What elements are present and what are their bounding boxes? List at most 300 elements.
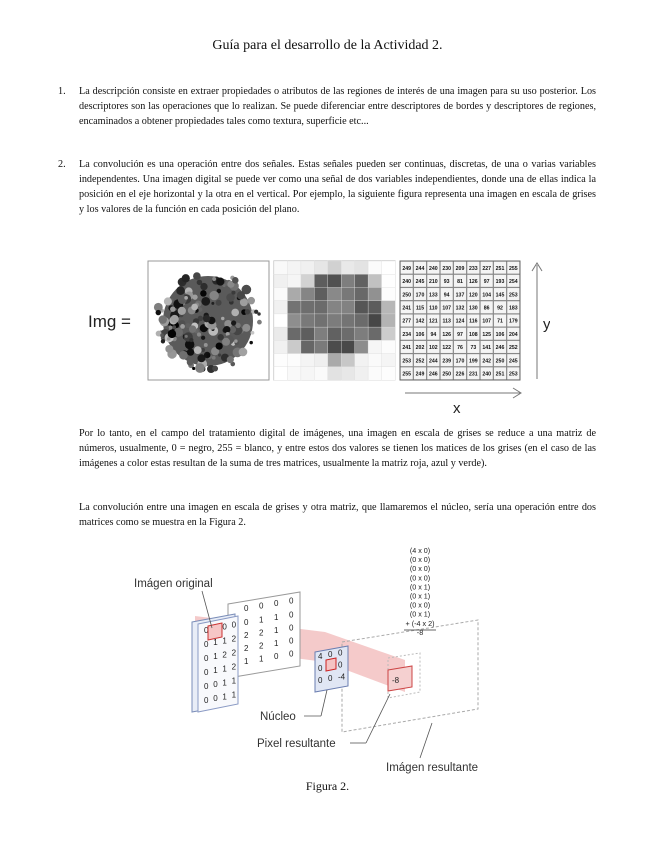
matrix-value: 204 — [509, 331, 518, 338]
page-title: Guía para el desarrollo de la Actividad 2. — [212, 38, 443, 53]
grid-value: 1 — [222, 678, 227, 688]
matrix-value: 142 — [415, 318, 425, 325]
matrix-value: 240 — [429, 265, 438, 272]
kernel-value: 0 — [318, 664, 323, 673]
blob-texture-dot — [187, 349, 194, 356]
blob-texture-dot — [200, 290, 206, 296]
grid-value: 2 — [259, 641, 264, 651]
calculation-column — [406, 546, 435, 637]
grid-value: 1 — [244, 657, 249, 666]
pixel-cell — [355, 261, 369, 275]
calc-line: (0 x 0) — [409, 573, 431, 583]
pixel-cell — [341, 340, 355, 354]
matrix-value: 253 — [509, 292, 518, 299]
blob-texture-dot — [239, 348, 248, 357]
paragraph-text: Por lo tanto, en el campo del tratamiento digital de imágenes, una imagen en escala de grises se reduce a una matriz de números, usualmente, 0 = negro, 255 = blanco, y entre estos dos valores se tienen los matices de los grises (en el caso de las imágenes a color estas resultan de la suma de tres matrices, usualmente la matriz roja, azul y verde). — [79, 428, 596, 469]
matrix-value: 106 — [495, 331, 505, 338]
grid-value: 0 — [244, 618, 249, 627]
matrix-value: 86 — [483, 305, 490, 312]
matrix-value: 254 — [509, 279, 518, 286]
matrix-value: 241 — [402, 345, 411, 352]
calc-line: (0 x 0) — [409, 564, 431, 574]
pixel-cell — [341, 287, 355, 301]
blob-texture-dot — [216, 300, 222, 306]
blob-texture-dot — [178, 307, 186, 315]
blob-texture-dot — [192, 294, 197, 299]
pixel-cell — [314, 274, 328, 288]
pixel-cell — [382, 367, 396, 381]
kernel-matrix — [315, 646, 348, 692]
calc-line: (0 x 1) — [409, 591, 431, 601]
blob-texture-dot — [242, 324, 250, 332]
calc-line: (0 x 0) — [409, 555, 431, 565]
pixel-cell — [301, 314, 315, 328]
matrix-value: 108 — [469, 331, 478, 338]
blob-texture-dot — [257, 320, 262, 325]
matrix-value: 246 — [495, 345, 505, 352]
pixel-cell — [328, 354, 342, 368]
blob-texture-dot — [209, 291, 218, 300]
blob-texture-dot — [240, 298, 248, 306]
matrix-value: 255 — [509, 265, 518, 272]
blob-texture-dot — [216, 342, 223, 349]
list-number: 1. — [58, 86, 66, 97]
grid-value: 1 — [222, 664, 227, 674]
matrix-value: 130 — [469, 305, 478, 312]
blob-texture-dot — [235, 323, 240, 328]
matrix-value: 170 — [455, 358, 465, 365]
matrix-value: 71 — [497, 318, 503, 325]
matrix-value: 241 — [402, 305, 411, 312]
blob-texture-dot — [212, 277, 216, 281]
pixel-cell — [382, 261, 396, 275]
matrix-value: 245 — [509, 358, 518, 365]
label-original-image: Imágen original — [134, 578, 213, 590]
matrix-value: 240 — [482, 371, 491, 378]
pixel-cell — [368, 301, 382, 315]
blob-texture-dot — [234, 339, 237, 342]
matrix-value: 202 — [415, 345, 425, 352]
matrix-value: 76 — [457, 345, 463, 352]
matrix-value: 133 — [429, 292, 438, 299]
matrix-value: 231 — [469, 371, 478, 378]
original-image-back-plane — [228, 592, 300, 678]
blob-texture-dot — [204, 343, 208, 347]
pixel-cell — [328, 287, 342, 301]
grid-value: 1 — [213, 638, 218, 648]
grid-value: 0 — [213, 694, 218, 704]
grid-value: 0 — [204, 654, 209, 663]
kernel-value: 4 — [318, 652, 323, 661]
blob-texture-dot — [189, 325, 196, 332]
blob-texture-dot — [212, 356, 216, 360]
matrix-value: 250 — [402, 292, 411, 299]
grid-value: 0 — [259, 601, 264, 611]
blob-texture-dot — [245, 309, 250, 314]
grid-value: 0 — [231, 620, 237, 630]
pixel-cell — [368, 314, 382, 328]
kernel-value: 0 — [318, 676, 323, 685]
pixel-cell — [328, 314, 342, 328]
y-axis-label: y — [543, 316, 550, 333]
pixel-cell — [314, 367, 328, 381]
pixel-cell — [382, 327, 396, 341]
grid-value: 1 — [231, 690, 237, 700]
matrix-value: 107 — [442, 305, 451, 312]
blob-texture-dot — [172, 325, 176, 329]
blob-texture-dot — [218, 354, 221, 357]
pixel-cell — [287, 314, 301, 328]
pixel-cell — [314, 301, 328, 315]
pixel-cell — [274, 367, 288, 381]
grid-value: 0 — [274, 652, 279, 661]
matrix-value: 277 — [402, 318, 411, 325]
kernel-value: 0 — [328, 650, 333, 660]
pixel-cell — [355, 301, 369, 315]
x-axis-label: x — [453, 400, 461, 417]
matrix-value: 251 — [495, 265, 505, 272]
matrix-value: 113 — [442, 318, 451, 325]
blob-texture-dot — [237, 291, 245, 299]
grid-value: 2 — [222, 650, 227, 660]
paragraph-convolution — [79, 500, 596, 530]
pixel-cell — [355, 327, 369, 341]
grid-value: 1 — [213, 666, 218, 676]
figure-1-grayscale-matrix — [70, 255, 550, 425]
grid-value: 2 — [231, 648, 237, 658]
pixel-cell — [274, 287, 288, 301]
pixel-cell — [301, 327, 315, 341]
matrix-value: 253 — [509, 371, 518, 378]
blob-texture-dot — [164, 297, 172, 305]
blob-texture-dot — [161, 339, 165, 343]
matrix-value: 115 — [415, 305, 425, 312]
matrix-value: 244 — [415, 265, 425, 272]
matrix-value: 132 — [455, 305, 465, 312]
kernel-value: 0 — [338, 648, 343, 658]
matrix-value: 97 — [457, 331, 463, 338]
blob-texture-dot — [179, 351, 188, 360]
blob-texture-dot — [207, 353, 211, 357]
matrix-value: 107 — [482, 318, 491, 325]
pixel-cell — [314, 354, 328, 368]
blob-texture-dot — [222, 338, 230, 346]
blob-texture-dot — [211, 302, 214, 305]
paragraph-grayscale — [79, 426, 596, 471]
blob-texture-dot — [194, 346, 202, 354]
blob-texture-dot — [187, 359, 194, 366]
matrix-value: 226 — [455, 371, 465, 378]
matrix-value: 110 — [429, 305, 438, 312]
matrix-value: 170 — [415, 292, 425, 299]
pixel-cell — [355, 314, 369, 328]
grid-value: 1 — [274, 626, 279, 635]
paragraph-text: La convolución entre una imagen en escala de grises y otra matriz, que llamaremos el núcleo, sería una operación entre dos matrices como se muestra en la Figura 2. — [79, 502, 596, 528]
matrix-value: 255 — [402, 371, 411, 378]
grid-value: 1 — [259, 654, 264, 664]
result-pixel — [388, 666, 412, 691]
matrix-value: 141 — [482, 345, 491, 352]
matrix-value: 106 — [415, 331, 425, 338]
matrix-value: 94 — [443, 292, 450, 299]
matrix-value: 73 — [470, 345, 477, 352]
blob-texture-dot — [170, 306, 175, 311]
figure-caption: Figura 2. — [305, 779, 350, 793]
blob-texture-dot — [251, 331, 255, 335]
blob-texture-dot — [231, 309, 239, 317]
matrix-value: 145 — [495, 292, 505, 299]
pixel-cell — [355, 354, 369, 368]
matrix-value: 253 — [402, 358, 411, 365]
pixel-cell — [368, 274, 382, 288]
grid-value: 1 — [259, 615, 264, 625]
matrix-value: 250 — [442, 371, 451, 378]
pixelated-image — [274, 261, 395, 380]
blob-texture-dot — [247, 297, 254, 304]
matrix-value: 199 — [469, 358, 478, 365]
pixel-cell — [382, 314, 396, 328]
blob-texture-dot — [257, 312, 260, 315]
pixel-cell — [355, 340, 369, 354]
matrix-value: 251 — [495, 371, 505, 378]
pixel-cell — [301, 340, 315, 354]
label-kernel: Núcleo — [260, 711, 296, 723]
pixel-cell — [301, 261, 315, 275]
blob-texture-dot — [197, 332, 201, 336]
calc-line: -8 — [416, 627, 424, 637]
blob-texture-dot — [223, 326, 230, 333]
grid-value: 0 — [274, 599, 279, 608]
grid-value: 0 — [222, 622, 227, 632]
grid-value: 0 — [204, 682, 209, 691]
pixel-cell — [368, 340, 382, 354]
grid-value: 2 — [231, 634, 237, 644]
pixel-cell — [301, 301, 315, 315]
svg-text:-8: -8 — [392, 676, 400, 685]
pixel-cell — [301, 367, 315, 381]
pixel-cell — [382, 301, 396, 315]
pixel-cell — [274, 340, 288, 354]
pixel-cell — [287, 261, 301, 275]
blob-texture-dot — [170, 315, 178, 323]
matrix-value: 246 — [429, 371, 438, 378]
blob-texture-dot — [227, 356, 234, 363]
matrix-value: 179 — [509, 318, 518, 325]
kernel-value: 0 — [338, 660, 343, 670]
grid-value: 0 — [204, 668, 209, 677]
blob-texture-dot — [189, 338, 193, 342]
pixel-cell — [314, 287, 328, 301]
pixel-cell — [341, 327, 355, 341]
blob-texture-dot — [176, 286, 185, 295]
grid-value: 1 — [231, 676, 237, 686]
blob-texture-dot — [193, 272, 201, 280]
pixel-cell — [328, 274, 342, 288]
pixel-cell — [301, 354, 315, 368]
grid-value: 0 — [213, 680, 218, 690]
grid-value: 0 — [289, 649, 294, 659]
pixel-cell — [274, 314, 288, 328]
matrix-value: 126 — [469, 279, 478, 286]
pixel-cell — [368, 354, 382, 368]
calc-line: (0 x 0) — [409, 600, 431, 610]
grid-value: 0 — [204, 696, 209, 705]
pixel-cell — [274, 354, 288, 368]
pixel-cell — [382, 287, 396, 301]
pixel-cell — [328, 367, 342, 381]
blob-texture-dot — [232, 277, 239, 284]
blob-texture-dot — [201, 297, 210, 306]
grid-value: 2 — [259, 628, 264, 638]
blob-texture-dot — [249, 341, 252, 344]
pixel-cell — [301, 287, 315, 301]
kernel-value: -4 — [338, 672, 346, 682]
matrix-value: 242 — [482, 358, 491, 365]
pixel-cell — [274, 261, 288, 275]
blob-texture-dot — [243, 320, 246, 323]
blob-texture-dot — [168, 330, 177, 339]
blob-texture-dot — [203, 315, 210, 322]
pixel-cell — [287, 340, 301, 354]
pixel-cell — [341, 314, 355, 328]
pixel-cell — [328, 301, 342, 315]
matrix-value: 93 — [443, 279, 450, 286]
calc-line: (0 x 1) — [409, 582, 431, 592]
pixel-cell — [287, 354, 301, 368]
pixel-cell — [328, 261, 342, 275]
pixel-cell — [314, 261, 328, 275]
matrix-value: 252 — [509, 345, 518, 352]
pixel-cell — [368, 287, 382, 301]
matrix-value: 233 — [469, 265, 478, 272]
matrix-value: 137 — [455, 292, 465, 299]
matrix-value: 239 — [442, 358, 451, 365]
matrix-value: 244 — [429, 358, 438, 365]
pixel-cell — [287, 327, 301, 341]
blob-texture-dot — [201, 336, 205, 340]
pixel-cell — [301, 274, 315, 288]
matrix-value: 249 — [415, 371, 425, 378]
original-image-front-plane — [192, 614, 238, 712]
pixel-cell — [368, 261, 382, 275]
img-equals-label: Img = — [88, 312, 131, 331]
pixel-cell — [368, 367, 382, 381]
pixel-cell — [314, 340, 328, 354]
blob-texture-dot — [216, 278, 224, 286]
matrix-value: 104 — [482, 292, 491, 299]
blob-texture-dot — [180, 324, 185, 329]
grid-value: 0 — [204, 626, 209, 635]
list-item-2 — [58, 157, 596, 217]
blob-texture-dot — [231, 291, 235, 295]
pixel-cell — [382, 354, 396, 368]
matrix-value: 122 — [442, 345, 451, 352]
blob-texture-dot — [167, 337, 171, 341]
pixel-cell — [341, 274, 355, 288]
blob-texture-dot — [160, 333, 164, 337]
list-item-text: La convolución es una operación entre dos señales. Estas señales pueden ser continuas, discretas, de una o varias variables independentes. Una imagen digital se puede ver como una señal de dos variables independientes, donde una de ellas indica la posición en el eje horizontal y la otra en el vertical. Por ejemplo, la siguiente figura representa una imagen en escala de grises y los valores de la función en cada posición del plano. — [79, 159, 596, 215]
blob-texture-dot — [195, 363, 205, 373]
kernel-value: 0 — [328, 674, 333, 684]
calc-line: (4 x 0) — [409, 546, 431, 555]
pixel-cell — [328, 340, 342, 354]
matrix-value: 234 — [402, 331, 411, 338]
pixel-cell — [287, 274, 301, 288]
pixel-cell — [274, 327, 288, 341]
matrix-value: 94 — [430, 331, 437, 338]
pixel-cell — [382, 274, 396, 288]
blob-texture-dot — [156, 310, 161, 315]
blob-texture-dot — [169, 326, 173, 330]
matrix-value: 102 — [429, 345, 438, 352]
pixel-cell — [341, 301, 355, 315]
blob-texture-dot — [200, 283, 207, 290]
figure-2-convolution-diagram — [120, 542, 530, 774]
pixel-cell — [274, 301, 288, 315]
pixel-cell — [355, 287, 369, 301]
pixel-cell — [341, 367, 355, 381]
grid-value: 0 — [289, 636, 294, 646]
matrix-value: 126 — [442, 331, 451, 338]
matrix-value: 116 — [469, 318, 478, 325]
matrix-value: 120 — [469, 292, 478, 299]
grid-value: 2 — [244, 644, 249, 653]
pixel-cell — [287, 287, 301, 301]
label-result-pixel: Pixel resultante — [257, 738, 336, 750]
blob-texture-dot — [192, 367, 195, 370]
matrix-value: 227 — [482, 265, 491, 272]
blob-texture-dot — [212, 366, 218, 372]
grid-value: 2 — [231, 662, 237, 672]
matrix-value: 252 — [415, 358, 425, 365]
matrix-value: 124 — [455, 318, 465, 325]
pixel-cell — [287, 301, 301, 315]
grid-value: 1 — [222, 692, 227, 702]
matrix-value: 121 — [429, 318, 438, 325]
pixel-cell — [382, 340, 396, 354]
matrix-value: 250 — [495, 358, 505, 365]
matrix-value: 193 — [495, 279, 505, 286]
pixel-cell — [287, 367, 301, 381]
pixel-cell — [274, 274, 288, 288]
matrix-value: 81 — [457, 279, 463, 286]
blob-texture-dot — [185, 335, 188, 338]
pixel-cell — [355, 367, 369, 381]
matrix-value: 240 — [402, 279, 411, 286]
grid-value: 2 — [244, 631, 249, 640]
matrix-value: 245 — [415, 279, 425, 286]
matrix-value: 210 — [429, 279, 438, 286]
pixel-cell — [368, 327, 382, 341]
pixel-cell — [355, 274, 369, 288]
grid-value: 0 — [289, 596, 294, 606]
grid-value: 0 — [244, 604, 249, 613]
matrix-value: 230 — [442, 265, 451, 272]
matrix-value: 97 — [483, 279, 490, 286]
matrix-value: 249 — [402, 265, 411, 272]
grid-value: 0 — [289, 610, 294, 620]
value-matrix — [400, 261, 520, 380]
blob-texture-dot — [191, 304, 198, 311]
calc-line: + (-4 x 2) — [405, 618, 435, 628]
pixel-cell — [314, 314, 328, 328]
blob-texture-dot — [159, 315, 167, 323]
list-number: 2. — [58, 159, 66, 170]
blob-texture-dot — [221, 317, 224, 320]
pixel-cell — [341, 354, 355, 368]
list-item-1 — [58, 84, 596, 129]
grid-value: 1 — [222, 636, 227, 646]
